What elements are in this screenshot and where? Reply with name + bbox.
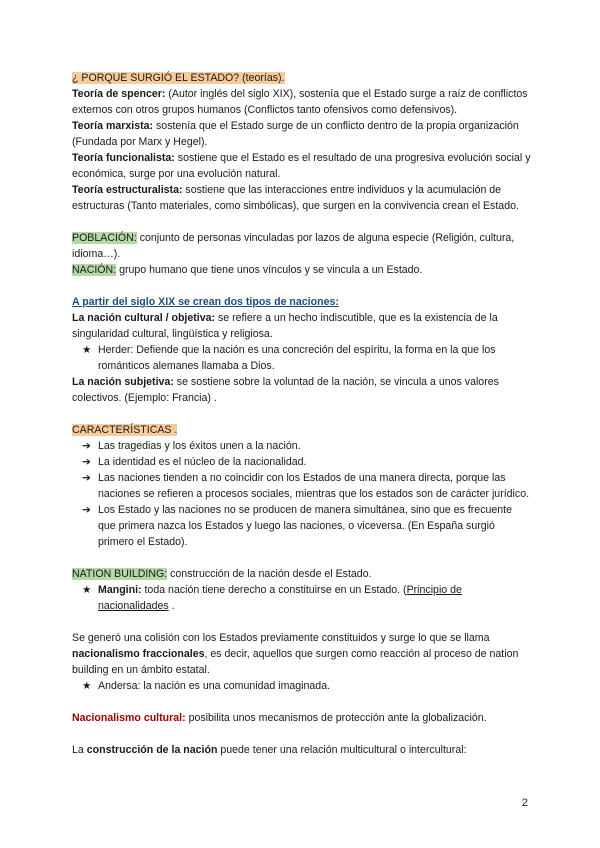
list-item	[72, 438, 532, 454]
text-poblacion: conjunto de personas vinculadas por lazos de alguna especie (Religión, cultura, idioma…).	[72, 232, 515, 260]
paragraph-nacionalismo-cultural: Nacionalismo cultural: posibilita unos mecanismos de protección ante la globalización.	[72, 712, 487, 724]
list-item	[72, 678, 532, 694]
paragraph-poblacion	[72, 230, 532, 262]
term-spencer: Teoría de spencer:	[72, 88, 166, 100]
list-item-text: La identidad es el núcleo de la nacionalidad.	[98, 456, 307, 468]
text-mangini: toda nación tiene derecho a constituirse en un Estado. (	[141, 584, 407, 596]
title-highlight: ¿ PORQUE SURGIÓ EL ESTADO? (teorías).	[72, 72, 285, 84]
text-herder: Herder: Defiende que la nación es una concreción del espíritu, la forma en la que los románticos alemanes llamaba a Dios.	[98, 344, 496, 372]
text-marxista: sostenía que el Estado surge de un conflicto dentro de la propia organización (Fundada por Marx y Hegel).	[72, 120, 519, 148]
text-andersa: Andersa: la nación es una comunidad imaginada.	[98, 680, 331, 692]
paragraph-cultural	[72, 310, 532, 342]
section-title-caracteristicas: CARACTERÍSTICAS .	[72, 424, 178, 436]
star-bullet-icon: ★	[82, 344, 92, 356]
link-principio-nacionalidades[interactable]: Principio de nacionalidades	[98, 584, 462, 612]
list-item-text: Las tragedias y los éxitos unen a la nación.	[98, 440, 301, 452]
list-caracteristicas	[72, 438, 532, 550]
text-spencer: (Autor inglés del siglo XIX), sostenía que el Estado surge a raíz de conflictos externos con otros grupos humanos (Conflictos tanto ofensivos como defensivos).	[72, 88, 528, 116]
text-estructuralista: sostiene que las interacciones entre individuos y la acumulación de estructuras (Tanto materiales, como simbólicas), que surgen en la convivencia crean el Estado.	[72, 184, 519, 212]
subheading-tipos: A partir del siglo XIX se crean dos tipos de naciones:	[72, 296, 339, 308]
term-marxista: Teoría marxista:	[72, 120, 154, 132]
arrow-bullet-icon: ➔	[82, 504, 91, 516]
term-nacion: NACIÓN:	[72, 264, 117, 276]
list-andersa	[72, 678, 532, 694]
term-nacionalismo-fraccionales: nacionalismo fraccionales	[72, 648, 205, 660]
term-funcionalista: Teoría funcionalista:	[72, 152, 175, 164]
list-mangini	[72, 582, 532, 614]
text-nacion: grupo humano que tiene unos vínculos y se vincula a un Estado.	[116, 264, 423, 276]
list-item	[72, 502, 532, 550]
paragraph-marxista	[72, 118, 532, 150]
list-item	[72, 342, 532, 374]
paragraph-colision: Se generó una colisión con los Estados previamente constituidos y surge lo que se llama nacionalismo fraccionales, es decir, aquellos que surgen como reacción al proceso de nation building en un ámbito estatal.	[72, 632, 519, 676]
paragraph-construccion: La construcción de la nación puede tener una relación multicultural o intercultural:	[72, 744, 467, 756]
arrow-bullet-icon: ➔	[82, 456, 91, 468]
arrow-bullet-icon: ➔	[82, 472, 91, 484]
paragraph-spencer	[72, 86, 532, 118]
term-cultural: La nación cultural / objetiva:	[72, 312, 216, 324]
paragraph-nacion	[72, 262, 532, 278]
text-cultural: se refiere a un hecho indiscutible, que es la existencia de la singularidad cultural, lingüística y religiosa.	[72, 312, 498, 340]
star-bullet-icon: ★	[82, 680, 92, 692]
paragraph-nation-building	[72, 566, 532, 582]
document-page	[72, 70, 532, 758]
list-item	[72, 454, 532, 470]
term-estructuralista: Teoría estructuralista:	[72, 184, 183, 196]
paragraph-estructuralista	[72, 182, 532, 214]
text-subjetiva: se sostiene sobre la voluntad de la nación, se vincula a unos valores colectivos. (Ejemplo: Francia) .	[72, 376, 499, 404]
star-bullet-icon: ★	[82, 584, 92, 596]
term-subjetiva: La nación subjetiva:	[72, 376, 174, 388]
paragraph-funcionalista	[72, 150, 532, 182]
list-item	[72, 470, 532, 502]
term-nation-building: NATION BUILDING:	[72, 568, 168, 580]
page-number: 2	[521, 797, 528, 809]
list-item-text: Los Estado y las naciones no se producen de manera simultánea, sino que es frecuente que primera nazca los Estados y luego las naciones, o viceversa. (En España surgió primero el Estado).	[98, 504, 513, 548]
term-nacionalismo-cultural: Nacionalismo cultural:	[72, 712, 186, 724]
text-nation-building: construcción de la nación desde el Estado.	[167, 568, 372, 580]
paragraph-subjetiva	[72, 374, 532, 406]
term-construccion: construcción de la nación	[86, 744, 218, 756]
section-title-porque	[72, 70, 532, 86]
list-item-text: Las naciones tienden a no coincidir con los Estados de una manera directa, porque las naciones se refieren a procesos sociales, mientras que los estados son de carácter jurídico.	[98, 472, 530, 500]
text-mangini-end: .	[168, 600, 175, 612]
text-funcionalista: sostiene que el Estado es el resultado de una progresiva evolución social y económica, surge por una evolución natural.	[72, 152, 531, 180]
term-poblacion: POBLACIÓN:	[72, 232, 137, 244]
list-item	[72, 582, 532, 614]
list-herder	[72, 342, 532, 374]
arrow-bullet-icon: ➔	[82, 440, 91, 452]
term-mangini: Mangini:	[98, 584, 142, 596]
